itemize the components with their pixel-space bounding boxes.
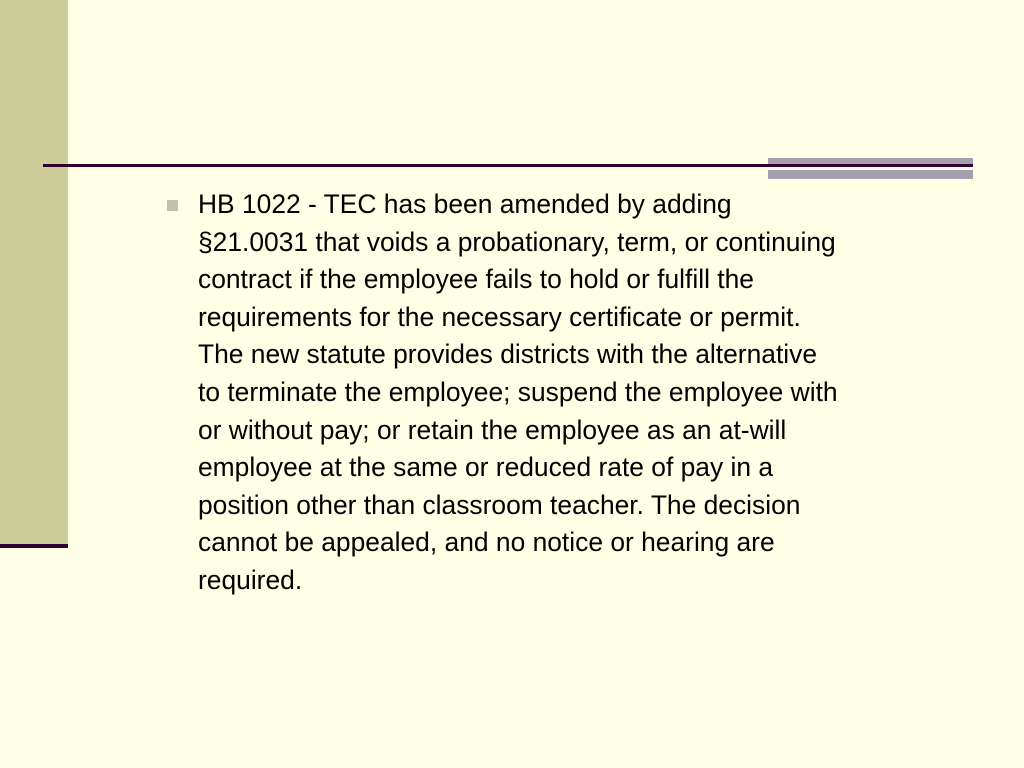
bullet-text: HB 1022 - TEC has been amended by adding §21.0031 that voids a probationary, term, or continuing contract if the employee fails to hold or fulfill the requirements for the necessary certificate or permit. The new statute provides districts with the alternative to terminate the employee; suspend the employee with or without pay; or retain the employee as an at-will employee at the same or reduced rate of pay in a position other than classroom teacher. The decision cannot be appealed, and no notice or hearing are required. bbox=[198, 189, 838, 595]
square-bullet-icon bbox=[167, 200, 178, 211]
left-decorative-band bbox=[0, 0, 68, 545]
accent-stripe-top bbox=[768, 158, 973, 164]
slide-body bbox=[160, 186, 960, 600]
accent-stripe-bottom bbox=[768, 170, 973, 179]
bullet-item bbox=[160, 186, 960, 600]
left-band-rule bbox=[0, 544, 68, 548]
title-divider-rule bbox=[43, 164, 973, 167]
